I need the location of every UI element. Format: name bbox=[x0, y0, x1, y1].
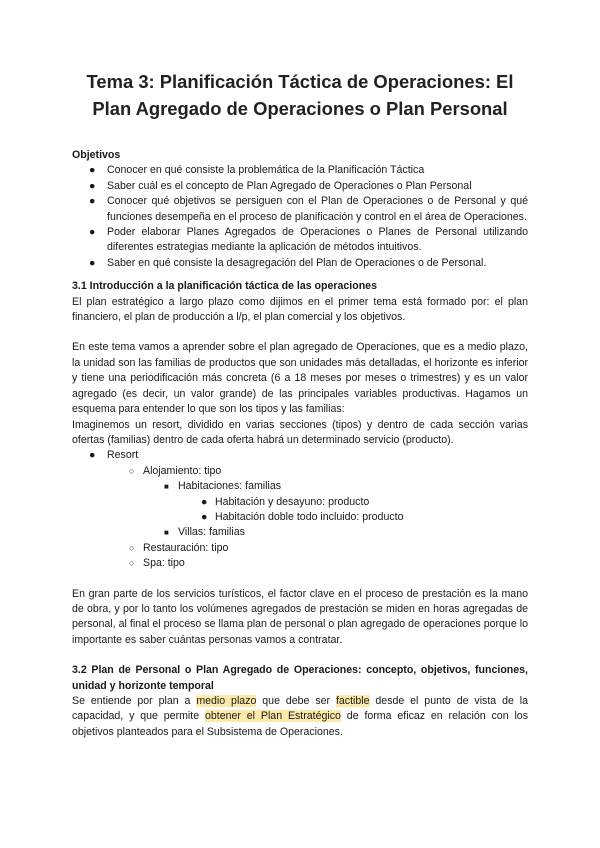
tree-node-spa: ○ Spa: tipo bbox=[72, 556, 528, 571]
objectives-heading: Objetivos bbox=[72, 149, 121, 161]
circle-bullet-icon: ○ bbox=[129, 465, 135, 476]
objectives-list bbox=[72, 163, 528, 271]
bullet-icon: ● bbox=[201, 510, 208, 523]
highlight-factible: factible bbox=[335, 695, 370, 707]
section-2-heading: 3.2 Plan de Personal o Plan Agregado de Operaciones: concepto, objetivos, funciones, unidad y horizonte temporal bbox=[72, 664, 528, 692]
circle-bullet-icon: ○ bbox=[129, 558, 135, 569]
tree-node-habitaciones: ■ Habitaciones: familias bbox=[72, 479, 528, 494]
square-bullet-icon: ■ bbox=[164, 482, 169, 492]
tree-node-hab-doble: ● Habitación doble todo incluido: producto bbox=[72, 510, 528, 525]
objective-item: ● Saber cuál es el concepto de Plan Agregado de Operaciones o Plan Personal bbox=[72, 179, 528, 194]
section-1-paragraph-3: Imaginemos un resort, dividido en varias secciones (tipos) y dentro de cada sección varias ofertas (familias) dentro de cada oferta habrá un determinado servicio (producto). bbox=[72, 418, 528, 446]
section-1-paragraph-1: El plan estratégico a largo plazo como dijimos en el primer tema está formado por: el plan financiero, el plan de producción a l/p, el plan comercial y los objetivos. bbox=[72, 295, 528, 324]
bullet-icon: ● bbox=[89, 449, 96, 462]
highlight-medio-plazo: medio plazo bbox=[196, 695, 257, 707]
bullet-icon: ● bbox=[89, 195, 96, 208]
circle-bullet-icon: ○ bbox=[129, 542, 135, 553]
section-1-paragraph-4: En gran parte de los servicios turísticos, el factor clave en el proceso de prestación es la mano de obra, y por lo tanto los volúmenes agregados de prestación se miden en horas agregadas de personal, al final el proceso se llama plan de personal o plan agregado de operaciones porque lo importante es saber cuántas personas vamos a contratar. bbox=[72, 587, 528, 646]
bullet-icon: ● bbox=[201, 495, 208, 508]
objective-item: ● Poder elaborar Planes Agregados de Operaciones o Planes de Personal utilizando diferentes estrategias mediante la aplicación de métodos intuitivos. bbox=[89, 226, 528, 254]
section-1-heading: 3.1 Introducción a la planificación táctica de las operaciones bbox=[72, 280, 377, 293]
bullet-icon: ● bbox=[89, 164, 96, 177]
highlight-plan-estrategico: obtener el Plan Estratégico bbox=[204, 710, 341, 723]
resort-tree bbox=[72, 448, 528, 571]
section-1-paragraph-2: En este tema vamos a aprender sobre el plan agregado de Operaciones, que es a medio plazo, la unidad son las familias de productos que son unidades más detalladas, el horizonte es inferior y tiene una periodificación más concreta (6 a 18 meses por meses o trimestres) y es un valor agregado (es decir, un valor grande) de las principales variables productivas. Hagamos un esquema para entender lo que son los tipos y las familias: bbox=[72, 341, 528, 416]
section-2-paragraph-1: Se entiende por plan a medio plazo que debe ser factible desde el punto de vista de la capacidad, y que permite obtener el Plan Estratégico de forma eficaz en relación con los objetivos planteados para el Subsistema de Operaciones. bbox=[72, 695, 528, 738]
objective-item: ● Saber en qué consiste la desagregación del Plan de Operaciones o de Personal. bbox=[72, 256, 528, 271]
document-page bbox=[72, 68, 528, 740]
tree-node-hab-desayuno: ● Habitación y desayuno: producto bbox=[72, 495, 528, 510]
objective-item: ● Conocer qué objetivos se persiguen con el Plan de Operaciones o de Personal y qué funciones desempeña en el proceso de planificación y control en el área de Operaciones. bbox=[89, 195, 528, 223]
square-bullet-icon: ■ bbox=[164, 528, 169, 538]
bullet-icon: ● bbox=[89, 179, 96, 192]
objective-item: ● Conocer en qué consiste la problemática de la Planificación Táctica bbox=[72, 163, 528, 178]
tree-node-villas: ■ Villas: familias bbox=[72, 525, 528, 540]
tree-node-alojamiento: ○ Alojamiento: tipo bbox=[72, 464, 528, 479]
bullet-icon: ● bbox=[89, 226, 96, 239]
bullet-icon: ● bbox=[89, 256, 96, 269]
tree-node-resort: ● Resort bbox=[72, 448, 528, 463]
document-title: Tema 3: Planificación Táctica de Operaciones: El Plan Agregado de Operaciones o Plan Personal bbox=[86, 71, 514, 119]
tree-node-restauracion: ○ Restauración: tipo bbox=[72, 541, 528, 556]
